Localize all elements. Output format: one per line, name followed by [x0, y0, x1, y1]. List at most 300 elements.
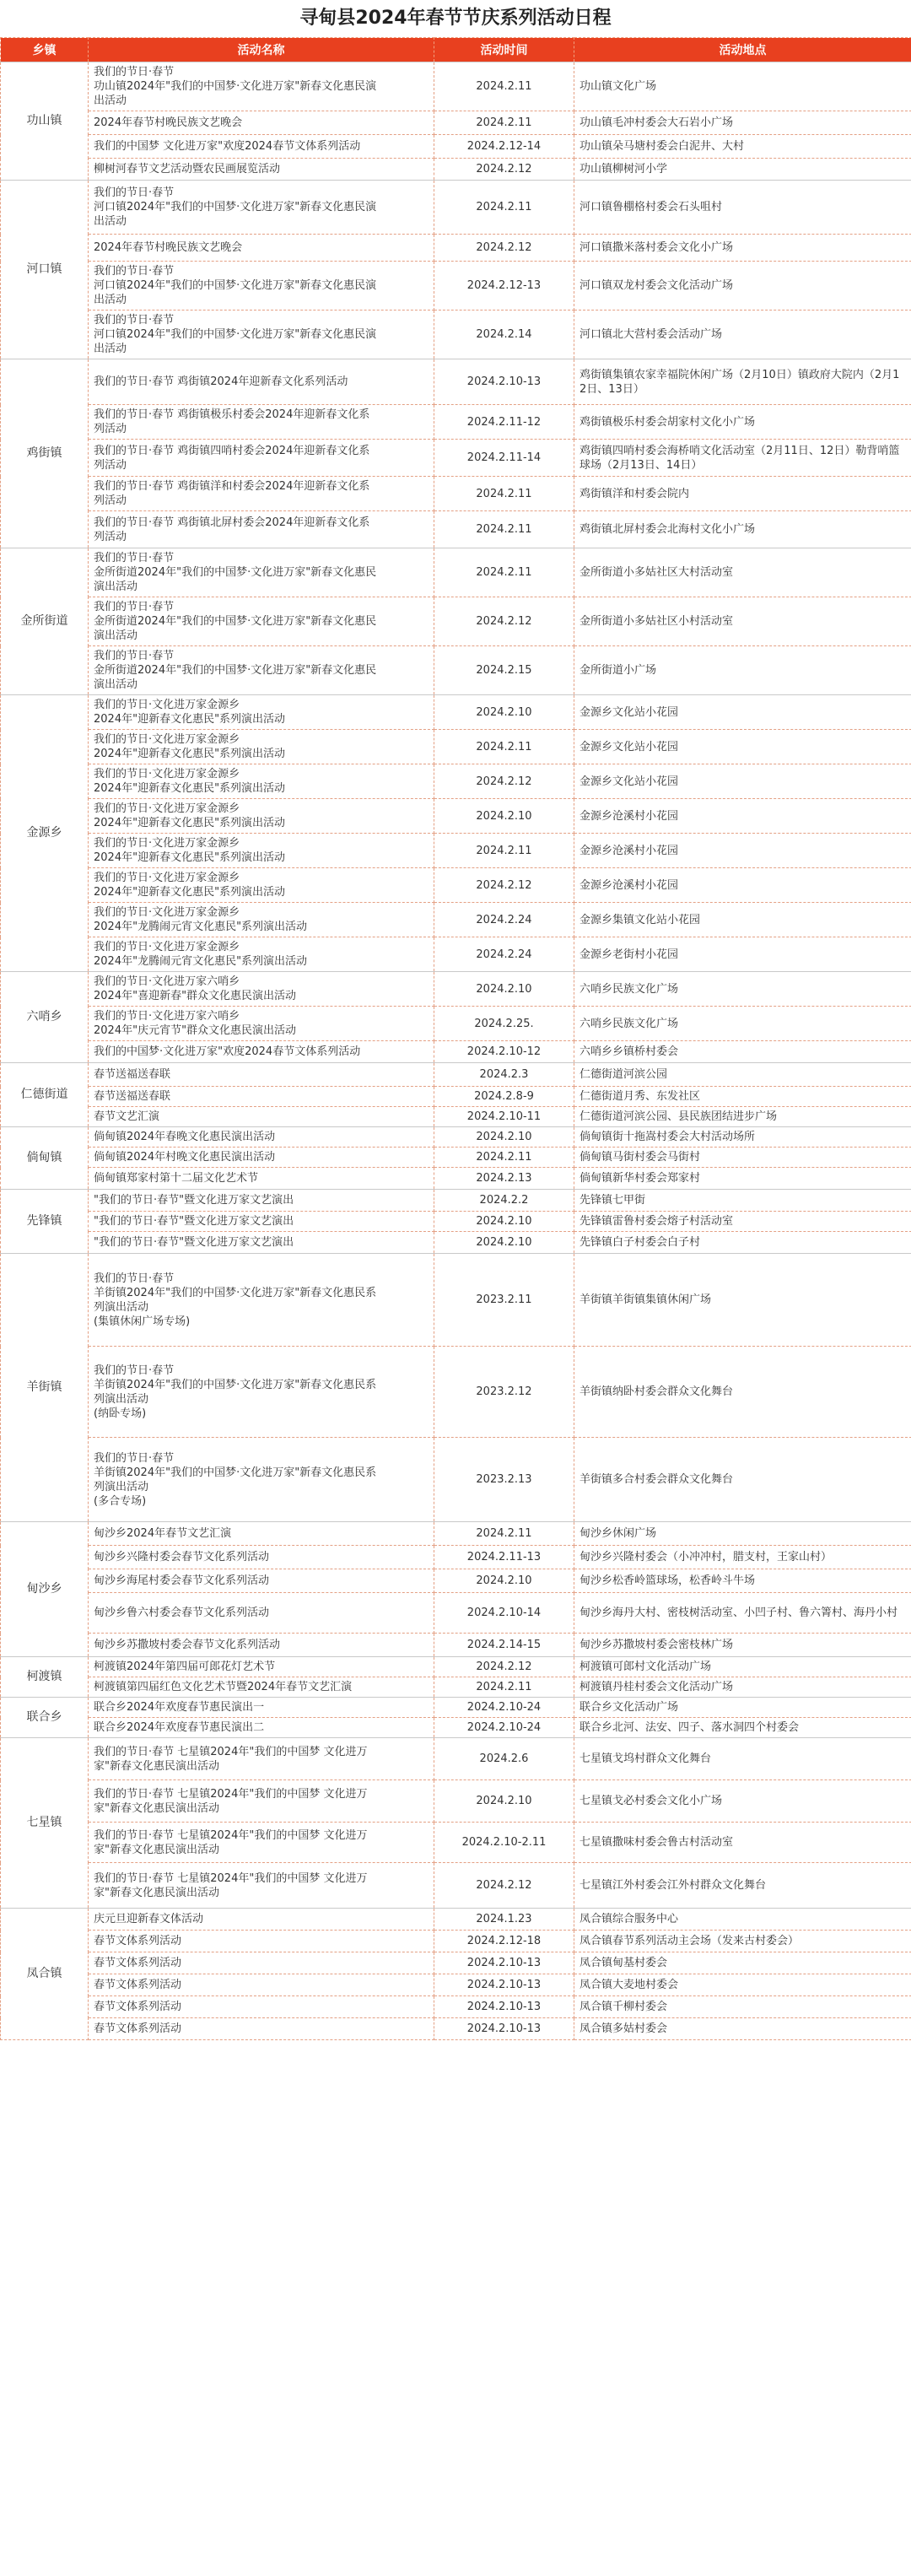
- activity-time-cell: 2024.2.10: [434, 1780, 574, 1823]
- activity-place-cell: 金源乡老街村小花园: [574, 937, 911, 972]
- activity-name-line: 出活动: [94, 294, 127, 306]
- table-row: [1, 1657, 911, 1677]
- activity-place-cell: 仁德街道月秀、东发社区: [574, 1087, 911, 1107]
- table-row: [1, 1041, 911, 1063]
- activity-place-cell: 七星镇戈坞村群众文化舞台: [574, 1738, 911, 1780]
- table-row: [1, 695, 911, 730]
- activity-time-cell: 2024.2.14-15: [434, 1634, 574, 1657]
- activity-name-line: 我们的节日·春节 七星镇2024年"我们的中国梦 文化进万: [94, 1787, 368, 1801]
- activity-name-line: 我们的节日·春节 鸡街镇2024年迎新春文化系列活动: [94, 375, 348, 388]
- table-row: [1, 311, 911, 359]
- activity-time-cell: 2024.2.12: [434, 159, 574, 181]
- activity-time-cell: 2024.2.10: [434, 1569, 574, 1593]
- activity-place-cell: 凤合镇甸基村委会: [574, 1952, 911, 1974]
- table-row: [1, 405, 911, 440]
- activity-time-cell: 2024.2.11: [434, 548, 574, 597]
- activity-time-cell: 2024.2.15: [434, 646, 574, 695]
- activity-name-line: 2024年"迎新春文化惠民"系列演出活动: [94, 713, 286, 726]
- activity-name-cell: [89, 477, 434, 511]
- activity-name-line: 甸沙乡兴隆村委会春节文化系列活动: [94, 1551, 270, 1563]
- activity-name-line: 联合乡2024年欢度春节惠民演出二: [94, 1721, 265, 1734]
- activity-name-line: 金所街道2024年"我们的中国梦·文化进万家"新春文化惠民: [94, 664, 377, 677]
- activity-name-line: 羊街镇2024年"我们的中国梦·文化进万家"新春文化惠民系: [94, 1286, 377, 1299]
- activity-place-cell: 鸡街镇北屏村委会北海村文化小广场: [574, 511, 911, 548]
- table-row: [1, 937, 911, 972]
- town-cell: 凤合镇: [1, 1909, 89, 2040]
- activity-name-line: 我们的节日·春节 七星镇2024年"我们的中国梦 文化进万: [94, 1745, 368, 1758]
- activity-place-cell: 金所街道小广场: [574, 646, 911, 695]
- table-row: [1, 1522, 911, 1546]
- activity-place-cell: 河口镇北大营村委会活动广场: [574, 311, 911, 359]
- table-row: [1, 511, 911, 548]
- activity-name-cell: [89, 311, 434, 359]
- activity-time-cell: 2024.2.12: [434, 235, 574, 262]
- table-row: [1, 159, 911, 181]
- activity-name-cell: [89, 764, 434, 799]
- activity-name-line: 我们的节日·春节 鸡街镇洋和村委会2024年迎新春文化系: [94, 480, 370, 493]
- town-cell: 甸沙乡: [1, 1522, 89, 1657]
- table-row: [1, 440, 911, 477]
- activity-name-line: 羊街镇2024年"我们的中国梦·文化进万家"新春文化惠民系: [94, 1466, 377, 1479]
- activity-name-cell: [89, 1634, 434, 1657]
- town-cell: 七星镇: [1, 1738, 89, 1909]
- header-town: 乡镇: [1, 38, 89, 62]
- activity-place-cell: 倘甸镇街十拖嵩村委会大村活动场所: [574, 1127, 911, 1148]
- activity-name-line: 庆元旦迎新春文体活动: [94, 1913, 204, 1925]
- activity-name-cell: [89, 1931, 434, 1952]
- table-row: [1, 1823, 911, 1863]
- activity-place-cell: 金源乡集镇文化站小花园: [574, 903, 911, 937]
- activity-name-line: 金所街道2024年"我们的中国梦·文化进万家"新春文化惠民: [94, 615, 377, 628]
- activity-name-cell: [89, 511, 434, 548]
- activity-time-cell: 2024.2.12-13: [434, 262, 574, 311]
- activity-time-cell: 2023.2.13: [434, 1438, 574, 1522]
- activity-time-cell: 2024.2.10: [434, 695, 574, 730]
- town-cell: 仁德街道: [1, 1063, 89, 1127]
- activity-place-cell: 甸沙乡海丹大村、密枝树活动室、小凹子村、鲁六箐村、海丹小村: [574, 1593, 911, 1634]
- activity-time-cell: 2024.2.12-14: [434, 135, 574, 159]
- table-row: [1, 548, 911, 597]
- activity-time-cell: 2024.2.6: [434, 1738, 574, 1780]
- activity-name-line: 列活动: [94, 423, 127, 435]
- activity-name-cell: [89, 868, 434, 903]
- activity-name-cell: [89, 1190, 434, 1212]
- town-cell: 河口镇: [1, 181, 89, 359]
- activity-name-line: 金所街道2024年"我们的中国梦·文化进万家"新春文化惠民: [94, 566, 377, 579]
- activity-place-cell: 功山镇文化广场: [574, 62, 911, 111]
- activity-name-line: 我们的节日·春节: [94, 314, 175, 327]
- activity-name-line: (集镇休闲广场专场): [94, 1315, 191, 1328]
- activity-place-cell: 六哨乡民族文化广场: [574, 972, 911, 1007]
- town-cell: 联合乡: [1, 1698, 89, 1738]
- activity-name-line: 倘甸镇郑家村第十二届文化艺术节: [94, 1172, 259, 1185]
- activity-place-cell: 七星镇戈必村委会文化小广场: [574, 1780, 911, 1823]
- activity-name-line: 我们的节日·春节: [94, 66, 175, 78]
- activity-name-cell: [89, 135, 434, 159]
- activity-time-cell: 2024.2.11: [434, 730, 574, 764]
- activity-place-cell: 羊街镇纳卧村委会群众文化舞台: [574, 1347, 911, 1438]
- activity-place-cell: 河口镇双龙村委会文化活动广场: [574, 262, 911, 311]
- activity-time-cell: 2024.2.11: [434, 181, 574, 235]
- activity-name-line: 我们的节日·春节 鸡街镇北屏村委会2024年迎新春文化系: [94, 516, 370, 529]
- town-cell: 鸡街镇: [1, 359, 89, 548]
- activity-place-cell: 金源乡文化站小花园: [574, 695, 911, 730]
- activity-name-line: 我们的节日·文化进万家金源乡: [94, 906, 240, 919]
- activity-name-line: 柯渡镇2024年第四届可郎花灯艺术节: [94, 1661, 276, 1673]
- activity-place-cell: 金源乡沧溪村小花园: [574, 834, 911, 868]
- activity-name-line: 2024年"迎新春文化惠民"系列演出活动: [94, 782, 286, 795]
- activity-name-cell: [89, 1232, 434, 1254]
- table-row: [1, 1698, 911, 1718]
- activity-time-cell: 2024.2.12: [434, 1863, 574, 1909]
- activity-name-cell: [89, 1041, 434, 1063]
- activity-place-cell: 先锋镇雷鲁村委会熔子村活动室: [574, 1212, 911, 1232]
- activity-place-cell: 功山镇柳树河小学: [574, 159, 911, 181]
- activity-name-line: "我们的节日·春节"暨文化进万家文艺演出: [94, 1215, 294, 1228]
- activity-name-line: 我们的节日·春节: [94, 265, 175, 278]
- activity-name-cell: [89, 1007, 434, 1041]
- table-row: [1, 1931, 911, 1952]
- activity-place-cell: 羊街镇多合村委会群众文化舞台: [574, 1438, 911, 1522]
- activity-name-line: 2024年"迎新春文化惠民"系列演出活动: [94, 817, 286, 829]
- activity-time-cell: 2024.2.11: [434, 1148, 574, 1168]
- activity-name-line: 联合乡2024年欢度春节惠民演出一: [94, 1701, 265, 1714]
- activity-time-cell: 2024.2.2: [434, 1190, 574, 1212]
- schedule-table: [0, 37, 911, 2040]
- activity-place-cell: 羊街镇羊街镇集镇休闲广场: [574, 1254, 911, 1347]
- activity-time-cell: 2024.2.10-14: [434, 1593, 574, 1634]
- activity-time-cell: 2024.2.10-13: [434, 2018, 574, 2040]
- activity-name-cell: [89, 1738, 434, 1780]
- activity-place-cell: 柯渡镇可郎村文化活动广场: [574, 1657, 911, 1677]
- activity-place-cell: 凤合镇春节系列活动主会场（发来古村委会）: [574, 1931, 911, 1952]
- table-row: [1, 1546, 911, 1569]
- activity-time-cell: 2024.2.11-14: [434, 440, 574, 477]
- activity-name-line: 2024年"迎新春文化惠民"系列演出活动: [94, 886, 286, 899]
- activity-time-cell: 2024.1.23: [434, 1909, 574, 1931]
- activity-name-cell: [89, 235, 434, 262]
- activity-name-cell: [89, 359, 434, 405]
- town-cell: 功山镇: [1, 62, 89, 181]
- activity-name-line: 我们的节日·文化进万家六哨乡: [94, 975, 240, 988]
- activity-time-cell: 2024.2.10-13: [434, 1952, 574, 1974]
- activity-name-line: 春节送福送春联: [94, 1068, 171, 1081]
- table-row: [1, 1974, 911, 1996]
- activity-time-cell: 2024.2.11: [434, 1677, 574, 1698]
- activity-name-cell: [89, 1863, 434, 1909]
- activity-place-cell: 倘甸镇马街村委会马街村: [574, 1148, 911, 1168]
- town-cell: 金所街道: [1, 548, 89, 695]
- table-row: [1, 1634, 911, 1657]
- table-row: [1, 730, 911, 764]
- activity-name-line: 我们的节日·春节: [94, 601, 175, 613]
- activity-time-cell: 2024.2.10-12: [434, 1041, 574, 1063]
- activity-name-line: 我们的节日·文化进万家金源乡: [94, 802, 240, 815]
- activity-name-cell: [89, 1780, 434, 1823]
- activity-name-line: 2024年"迎新春文化惠民"系列演出活动: [94, 851, 286, 864]
- activity-name-line: "我们的节日·春节"暨文化进万家文艺演出: [94, 1194, 294, 1207]
- activity-name-line: 甸沙乡鲁六村委会春节文化系列活动: [94, 1607, 270, 1619]
- activity-name-line: 出活动: [94, 95, 127, 107]
- table-row: [1, 359, 911, 405]
- header-activity: 活动名称: [89, 38, 434, 62]
- activity-name-cell: [89, 1254, 434, 1347]
- activity-place-cell: 功山镇毛冲村委会大石岩小广场: [574, 111, 911, 135]
- activity-time-cell: 2024.2.12: [434, 764, 574, 799]
- activity-name-cell: [89, 1063, 434, 1087]
- activity-time-cell: 2024.2.25.: [434, 1007, 574, 1041]
- activity-time-cell: 2024.2.11: [434, 477, 574, 511]
- activity-name-line: 甸沙乡海尾村委会春节文化系列活动: [94, 1574, 270, 1587]
- table-row: [1, 1952, 911, 1974]
- table-row: [1, 834, 911, 868]
- activity-place-cell: 联合乡北河、法安、四子、落水洞四个村委会: [574, 1718, 911, 1738]
- activity-place-cell: 仁德街道河滨公园、县民族团结进步广场: [574, 1107, 911, 1127]
- activity-name-line: 家"新春文化惠民演出活动: [94, 1801, 219, 1815]
- activity-place-cell: 凤合镇多姑村委会: [574, 2018, 911, 2040]
- activity-name-line: 2024年春节村晚民族文艺晚会: [94, 116, 243, 129]
- activity-name-cell: [89, 440, 434, 477]
- table-row: [1, 235, 911, 262]
- activity-name-cell: [89, 695, 434, 730]
- page-title: 寻甸县2024年春节节庆系列活动日程: [299, 8, 612, 29]
- activity-place-cell: 七星镇江外村委会江外村群众文化舞台: [574, 1863, 911, 1909]
- table-row: [1, 1007, 911, 1041]
- activity-place-cell: 凤合镇大麦地村委会: [574, 1974, 911, 1996]
- activity-name-line: 春节文艺汇演: [94, 1110, 160, 1123]
- activity-place-cell: 六哨乡乡镇桥村委会: [574, 1041, 911, 1063]
- activity-time-cell: 2024.2.11: [434, 111, 574, 135]
- activity-place-cell: 甸沙乡松香岭篮球场，松香岭斗牛场: [574, 1569, 911, 1593]
- activity-place-cell: 倘甸镇新华村委会郑家村: [574, 1168, 911, 1190]
- activity-place-cell: 联合乡文化活动广场: [574, 1698, 911, 1718]
- activity-name-line: 我们的节日·文化进万家金源乡: [94, 872, 240, 884]
- activity-name-cell: [89, 159, 434, 181]
- activity-time-cell: 2024.2.12: [434, 1657, 574, 1677]
- town-cell: 羊街镇: [1, 1254, 89, 1522]
- activity-name-cell: [89, 972, 434, 1007]
- activity-name-line: 我们的节日·春节 鸡街镇四哨村委会2024年迎新春文化系: [94, 444, 370, 457]
- activity-time-cell: 2024.2.11-12: [434, 405, 574, 440]
- activity-name-cell: [89, 1148, 434, 1168]
- town-cell: 先锋镇: [1, 1190, 89, 1254]
- activity-time-cell: 2024.2.10: [434, 972, 574, 1007]
- activity-name-line: 我们的节日·文化进万家金源乡: [94, 941, 240, 953]
- activity-name-line: 我们的中国梦·文化进万家"欢度2024春节文体系列活动: [94, 1045, 361, 1058]
- activity-name-cell: [89, 1107, 434, 1127]
- activity-name-line: 2024年春节村晚民族文艺晚会: [94, 241, 243, 254]
- activity-time-cell: 2024.2.11: [434, 834, 574, 868]
- activity-place-cell: 甸沙乡兴隆村委会（小冲冲村，腊支村，王家山村）: [574, 1546, 911, 1569]
- activity-name-cell: [89, 262, 434, 311]
- activity-time-cell: 2024.2.11: [434, 511, 574, 548]
- activity-place-cell: 甸沙乡休闲广场: [574, 1522, 911, 1546]
- activity-name-line: 春节文体系列活动: [94, 1957, 182, 1969]
- activity-time-cell: 2024.2.10-13: [434, 1974, 574, 1996]
- activity-name-line: 列活动: [94, 530, 127, 543]
- activity-place-cell: 金源乡沧溪村小花园: [574, 799, 911, 834]
- table-row: [1, 1718, 911, 1738]
- activity-place-cell: 金源乡文化站小花园: [574, 730, 911, 764]
- activity-name-line: 家"新春文化惠民演出活动: [94, 1759, 219, 1773]
- activity-name-line: 列活动: [94, 458, 127, 472]
- activity-place-cell: 鸡街镇洋和村委会院内: [574, 477, 911, 511]
- table-row: [1, 1996, 911, 2018]
- activity-name-cell: [89, 1087, 434, 1107]
- activity-place-cell: 柯渡镇丹桂村委会文化活动广场: [574, 1677, 911, 1698]
- activity-time-cell: 2024.2.12-18: [434, 1931, 574, 1952]
- activity-name-line: 我们的节日·春节: [94, 186, 175, 199]
- table-row: [1, 1232, 911, 1254]
- activity-name-cell: [89, 1909, 434, 1931]
- activity-place-cell: 仁德街道河滨公园: [574, 1063, 911, 1087]
- activity-name-cell: [89, 646, 434, 695]
- table-row: [1, 1190, 911, 1212]
- activity-name-line: "我们的节日·春节"暨文化进万家文艺演出: [94, 1236, 294, 1249]
- activity-name-cell: [89, 1212, 434, 1232]
- activity-time-cell: 2024.2.11: [434, 62, 574, 111]
- activity-time-cell: 2024.2.10-13: [434, 359, 574, 405]
- activity-name-line: 2024年"庆元宵节"群众文化惠民演出活动: [94, 1024, 297, 1037]
- activity-place-cell: 金所街道小多姑社区大村活动室: [574, 548, 911, 597]
- activity-name-cell: [89, 1593, 434, 1634]
- activity-name-cell: [89, 1823, 434, 1863]
- table-row: [1, 1780, 911, 1823]
- activity-name-cell: [89, 405, 434, 440]
- activity-place-cell: 金源乡文化站小花园: [574, 764, 911, 799]
- activity-name-cell: [89, 2018, 434, 2040]
- table-row: [1, 903, 911, 937]
- activity-time-cell: 2024.2.11: [434, 1522, 574, 1546]
- activity-time-cell: 2024.2.10-24: [434, 1698, 574, 1718]
- activity-name-line: 2024年"喜迎新春"群众文化惠民演出活动: [94, 990, 297, 1002]
- table-row: [1, 1863, 911, 1909]
- activity-name-line: 我们的节日·文化进万家金源乡: [94, 733, 240, 746]
- town-cell: 柯渡镇: [1, 1657, 89, 1698]
- activity-name-line: 甸沙乡苏撒坡村委会春节文化系列活动: [94, 1639, 281, 1651]
- activity-name-line: 出活动: [94, 343, 127, 355]
- table-row: [1, 1438, 911, 1522]
- activity-time-cell: 2024.2.10-24: [434, 1718, 574, 1738]
- activity-name-cell: [89, 1996, 434, 2018]
- table-row: [1, 597, 911, 646]
- table-row: [1, 1593, 911, 1634]
- activity-place-cell: 鸡街镇集镇农家幸福院休闲广场（2月10日）镇政府大院内（2月12日、13日）: [574, 359, 911, 405]
- activity-name-cell: [89, 799, 434, 834]
- activity-name-line: 出活动: [94, 215, 127, 228]
- activity-place-cell: 凤合镇千柳村委会: [574, 1996, 911, 2018]
- activity-place-cell: 六哨乡民族文化广场: [574, 1007, 911, 1041]
- activity-name-line: 2024年"迎新春文化惠民"系列演出活动: [94, 748, 286, 760]
- activity-place-cell: 河口镇鲁棚格村委会石头咀村: [574, 181, 911, 235]
- activity-name-cell: [89, 1522, 434, 1546]
- activity-time-cell: 2024.2.10: [434, 799, 574, 834]
- activity-name-line: 我们的节日·文化进万家六哨乡: [94, 1010, 240, 1023]
- activity-name-cell: [89, 1168, 434, 1190]
- table-row: [1, 1212, 911, 1232]
- table-row: [1, 1107, 911, 1127]
- activity-time-cell: 2024.2.3: [434, 1063, 574, 1087]
- activity-place-cell: 河口镇撒米落村委会文化小广场: [574, 235, 911, 262]
- header-place: 活动地点: [574, 38, 911, 62]
- activity-time-cell: 2023.2.11: [434, 1254, 574, 1347]
- table-row: [1, 1909, 911, 1931]
- activity-name-cell: [89, 1974, 434, 1996]
- activity-name-cell: [89, 181, 434, 235]
- activity-name-cell: [89, 1347, 434, 1438]
- table-row: [1, 1087, 911, 1107]
- activity-name-cell: [89, 937, 434, 972]
- activity-name-line: 我们的节日·春节: [94, 1364, 175, 1377]
- activity-name-line: 家"新春文化惠民演出活动: [94, 1843, 219, 1856]
- activity-name-cell: [89, 1657, 434, 1677]
- activity-time-cell: 2024.2.10: [434, 1127, 574, 1148]
- activity-name-line: 家"新春文化惠民演出活动: [94, 1886, 219, 1899]
- activity-name-cell: [89, 1718, 434, 1738]
- activity-name-line: 我们的节日·春节: [94, 1451, 175, 1465]
- activity-name-line: 列演出活动: [94, 1392, 149, 1406]
- activity-name-line: 春节文体系列活动: [94, 2022, 182, 2035]
- activity-name-line: 列演出活动: [94, 1300, 149, 1314]
- activity-name-line: 倘甸镇2024年春晚文化惠民演出活动: [94, 1131, 276, 1143]
- activity-time-cell: 2024.2.8-9: [434, 1087, 574, 1107]
- activity-time-cell: 2024.2.11-13: [434, 1546, 574, 1569]
- table-row: [1, 764, 911, 799]
- activity-name-line: 2024年"龙腾闹元宵文化惠民"系列演出活动: [94, 955, 308, 968]
- table-row: [1, 868, 911, 903]
- activity-place-cell: 甸沙乡苏撒坡村委会密枝林广场: [574, 1634, 911, 1657]
- activity-name-line: 我们的节日·文化进万家金源乡: [94, 699, 240, 711]
- table-row: [1, 181, 911, 235]
- activity-name-line: 倘甸镇2024年村晚文化惠民演出活动: [94, 1151, 276, 1164]
- activity-name-line: 我们的节日·春节: [94, 1272, 175, 1285]
- activity-name-line: (纳卧专场): [94, 1407, 147, 1420]
- table-row: [1, 1254, 911, 1347]
- activity-name-line: 甸沙乡2024年春节文艺汇演: [94, 1527, 232, 1540]
- activity-time-cell: 2024.2.14: [434, 311, 574, 359]
- table-row: [1, 972, 911, 1007]
- activity-name-line: 我们的节日·春节 七星镇2024年"我们的中国梦 文化进万: [94, 1828, 368, 1842]
- activity-name-line: 柳树河春节文艺活动暨农民画展览活动: [94, 163, 281, 176]
- activity-name-line: 河口镇2024年"我们的中国梦·文化进万家"新春文化惠民演: [94, 328, 377, 341]
- activity-name-line: 春节文体系列活动: [94, 1979, 182, 1991]
- activity-place-cell: 鸡街镇极乐村委会胡家村文化小广场: [574, 405, 911, 440]
- town-cell: 金源乡: [1, 695, 89, 972]
- activity-name-line: (多合专场): [94, 1494, 147, 1508]
- header-time: 活动时间: [434, 38, 574, 62]
- activity-place-cell: 先锋镇白子村委会白子村: [574, 1232, 911, 1254]
- activity-name-line: 我们的节日·文化进万家金源乡: [94, 768, 240, 780]
- activity-name-cell: [89, 1698, 434, 1718]
- activity-name-line: 春节送福送春联: [94, 1090, 171, 1103]
- activity-time-cell: 2024.2.24: [434, 937, 574, 972]
- activity-time-cell: 2024.2.10-13: [434, 1996, 574, 2018]
- activity-place-cell: 金源乡沧溪村小花园: [574, 868, 911, 903]
- activity-name-cell: [89, 1569, 434, 1593]
- activity-name-line: 柯渡镇第四届红色文化艺术节暨2024年春节文艺汇演: [94, 1681, 353, 1693]
- table-row: [1, 1569, 911, 1593]
- activity-name-cell: [89, 834, 434, 868]
- activity-name-line: 2024年"龙腾闹元宵文化惠民"系列演出活动: [94, 921, 308, 933]
- table-row: [1, 62, 911, 111]
- activity-time-cell: 2023.2.12: [434, 1347, 574, 1438]
- activity-name-line: 演出活动: [94, 678, 138, 691]
- activity-name-cell: [89, 548, 434, 597]
- activity-time-cell: 2024.2.10-2.11: [434, 1823, 574, 1863]
- table-row: [1, 1127, 911, 1148]
- activity-name-line: 春节文体系列活动: [94, 1935, 182, 1947]
- activity-name-line: 我们的节日·春节 鸡街镇极乐村委会2024年迎新春文化系: [94, 408, 370, 421]
